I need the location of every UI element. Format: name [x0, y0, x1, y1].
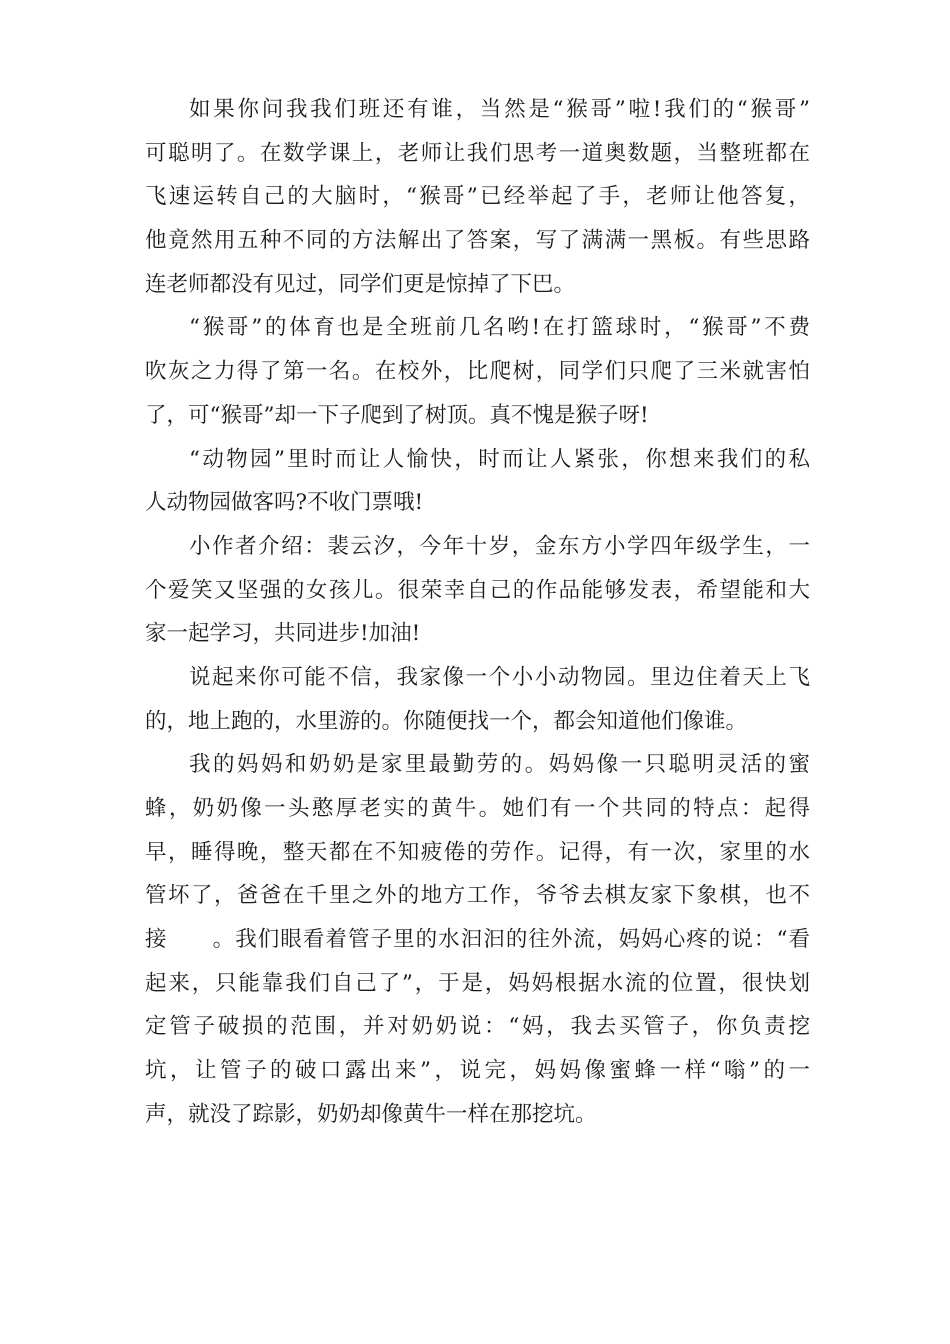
text-line: 管坏了，爸爸在千里之外的地方工作，爷爷去棋友家下象棋，也不	[145, 883, 810, 909]
text-line: 个爱笑又坚强的女孩儿。很荣幸自己的作品能够发表，希望能和大	[145, 577, 810, 603]
paragraph-mother-grandmother	[145, 743, 810, 1136]
text-line: 的，地上跑的，水里游的。你随便找一个，都会知道他们像谁。	[145, 708, 748, 734]
text-line: “动物园”里时而让人愉快，时而让人紧张，你想来我们的私	[189, 446, 810, 472]
text-line: 小作者介绍：裴云汐，今年十岁，金东方小学四年级学生，一	[189, 533, 810, 559]
article-body	[145, 88, 810, 1137]
text-line: 人动物园做客吗?不收门票哦!	[145, 490, 424, 516]
paragraph-zoo-invitation	[145, 438, 810, 525]
text-line: 连老师都没有见过，同学们更是惊掉了下巴。	[145, 271, 576, 297]
paragraph-monkey-brother-intro	[145, 88, 810, 306]
text-line: 吹灰之力得了第一名。在校外，比爬树，同学们只爬了三米就害怕	[145, 359, 810, 385]
text-line: 起来，只能靠我们自己了”，于是，妈妈根据水流的位置，很快划	[145, 970, 810, 996]
text-line: 接 。我们眼看着管子里的水汩汩的往外流，妈妈心疼的说：“看	[145, 927, 810, 953]
text-line: 定管子破损的范围，并对奶奶说：“妈，我去买管子，你负责挖	[145, 1014, 810, 1040]
text-line: 蜂，奶奶像一头憨厚老实的黄牛。她们有一个共同的特点：起得	[145, 796, 810, 821]
text-line: 如果你问我我们班还有谁，当然是“猴哥”啦!我们的“猴哥”	[189, 97, 810, 122]
text-line: 了，可“猴哥”却一下子爬到了树顶。真不愧是猴子呀!	[145, 402, 649, 428]
paragraph-monkey-brother-sports	[145, 306, 810, 437]
text-line: 说起来你可能不信，我家像一个小小动物园。里边住着天上飞	[189, 664, 810, 690]
text-line: 他竟然用五种不同的方法解出了答案，写了满满一黑板。有些思路	[145, 228, 810, 254]
paragraph-home-zoo	[145, 656, 810, 743]
text-line: “猴哥”的体育也是全班前几名哟!在打篮球时，“猴哥”不费	[189, 315, 810, 341]
paragraph-author-intro	[145, 525, 810, 656]
text-line: 早，睡得晚，整天都在不知疲倦的劳作。记得，有一次，家里的水	[145, 839, 810, 865]
text-line: 坑，让管子的破口露出来”，说完，妈妈像蜜蜂一样“嗡”的一	[145, 1058, 810, 1084]
text-line: 家一起学习，共同进步!加油!	[145, 621, 421, 647]
text-line: 可聪明了。在数学课上，老师让我们思考一道奥数题，当整班都在	[145, 140, 810, 166]
text-line: 飞速运转自己的大脑时，“猴哥”已经举起了手，老师让他答复，	[145, 184, 810, 210]
text-line: 我的妈妈和奶奶是家里最勤劳的。妈妈像一只聪明灵活的蜜	[189, 752, 810, 778]
text-line: 声，就没了踪影，奶奶却像黄牛一样在那挖坑。	[145, 1101, 597, 1127]
